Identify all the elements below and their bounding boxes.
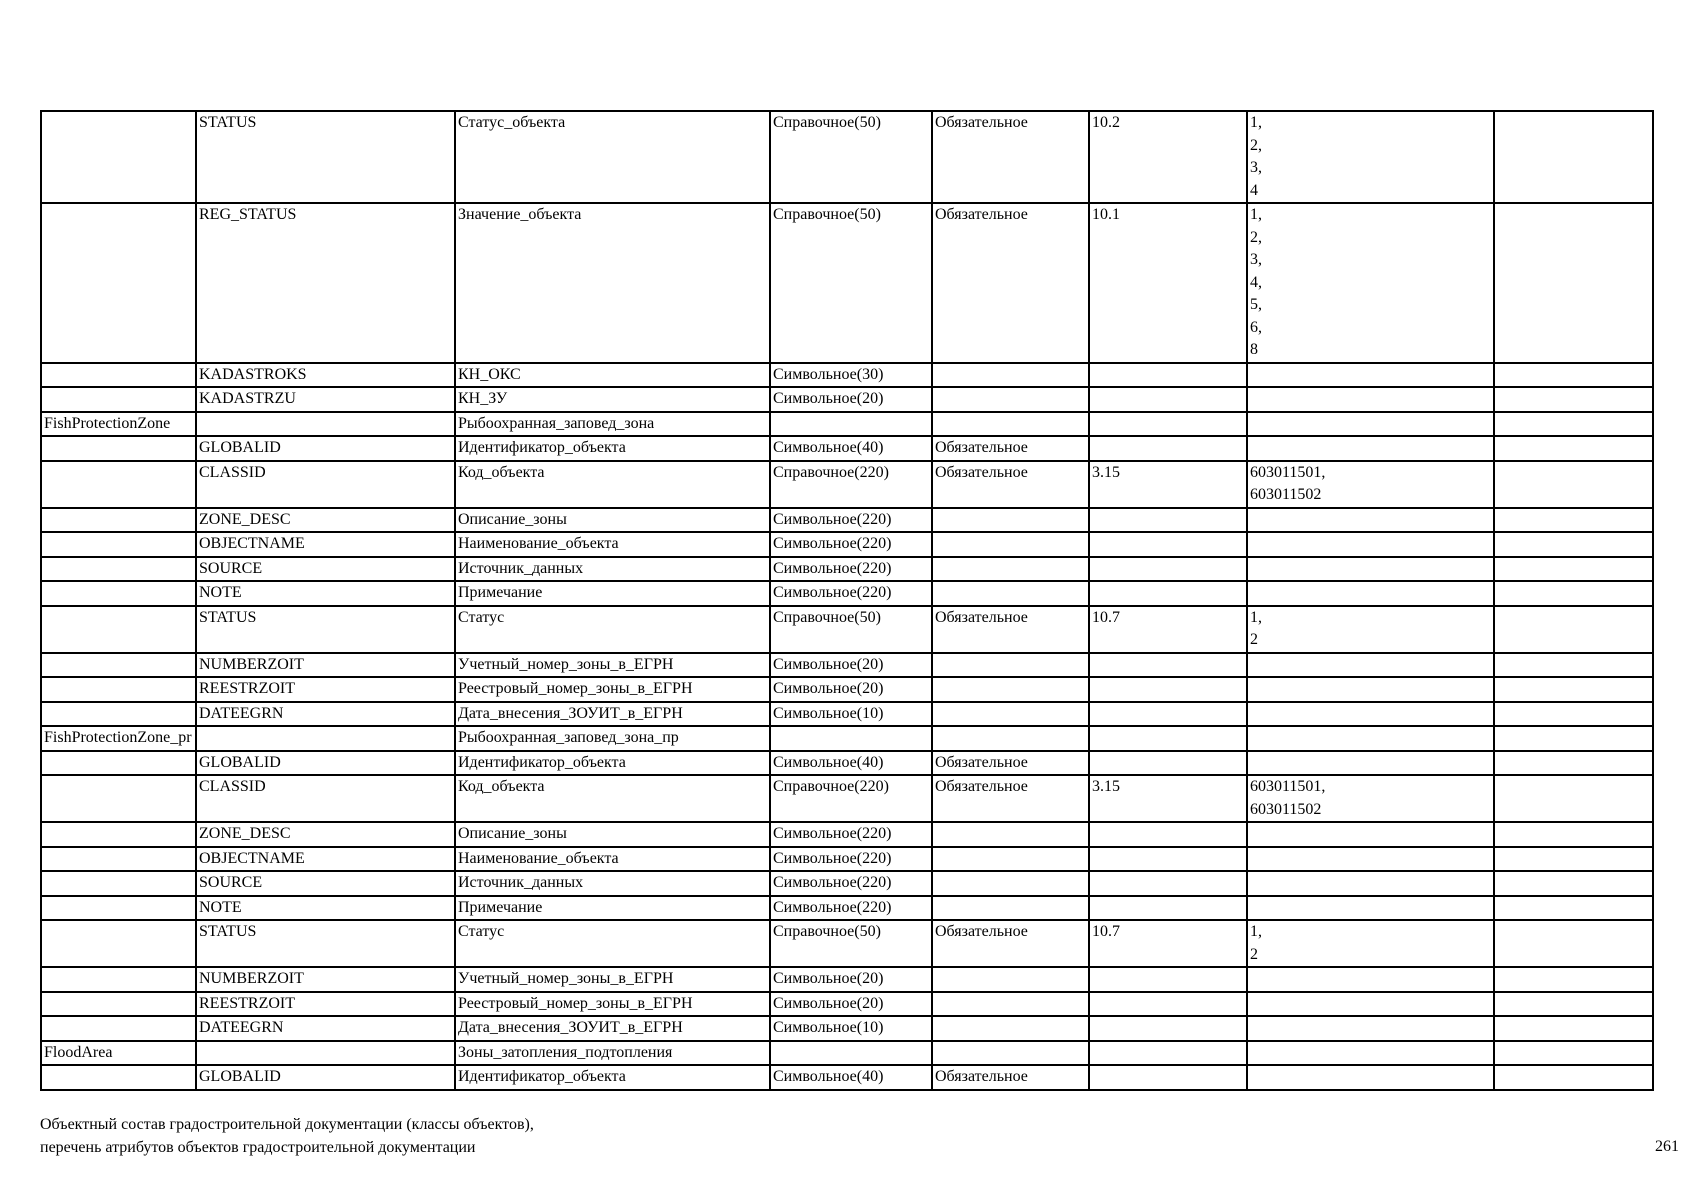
cell-class [41,111,196,203]
cell-attribute: OBJECTNAME [196,532,455,557]
cell-requirement [932,1016,1089,1041]
cell-alias: Наименование_объекта [455,847,770,872]
cell-values [1247,653,1494,678]
cell-type: Справочное(220) [770,461,932,508]
cell-values [1247,702,1494,727]
cell-ref [1089,387,1247,412]
table-row [41,896,1653,921]
cell-values: 603011501, 603011502 [1247,775,1494,822]
cell-values [1247,557,1494,582]
cell-values [1247,508,1494,533]
table-row [41,1041,1653,1066]
cell-class [41,203,196,363]
cell-type: Справочное(50) [770,606,932,653]
cell-type: Справочное(50) [770,203,932,363]
cell-values [1247,581,1494,606]
cell-values [1247,1041,1494,1066]
cell-type: Символьное(20) [770,967,932,992]
cell-ref [1089,847,1247,872]
cell-attribute: NUMBERZOIT [196,967,455,992]
cell-alias: КН_ОКС [455,363,770,388]
cell-requirement [932,532,1089,557]
cell-type: Символьное(30) [770,363,932,388]
table-row [41,412,1653,437]
cell-class [41,677,196,702]
cell-type [770,412,932,437]
cell-type [770,726,932,751]
cell-alias: Значение_объекта [455,203,770,363]
cell-alias: Источник_данных [455,557,770,582]
cell-values [1247,363,1494,388]
cell-attribute: SOURCE [196,557,455,582]
cell-class [41,436,196,461]
cell-requirement [932,412,1089,437]
cell-type: Символьное(40) [770,751,932,776]
cell-ref [1089,653,1247,678]
table-row [41,363,1653,388]
cell-attribute: CLASSID [196,775,455,822]
cell-ref [1089,1016,1247,1041]
cell-values [1247,677,1494,702]
cell-note [1494,992,1653,1017]
cell-ref [1089,557,1247,582]
cell-alias: Описание_зоны [455,822,770,847]
cell-requirement [932,557,1089,582]
cell-note [1494,822,1653,847]
table-row [41,606,1653,653]
cell-class [41,653,196,678]
cell-attribute [196,412,455,437]
cell-attribute: SOURCE [196,871,455,896]
cell-values [1247,387,1494,412]
cell-requirement [932,677,1089,702]
cell-requirement [932,847,1089,872]
cell-attribute: GLOBALID [196,436,455,461]
cell-type: Символьное(20) [770,653,932,678]
cell-attribute: NOTE [196,896,455,921]
cell-values: 1, 2, 3, 4, 5, 6, 8 [1247,203,1494,363]
cell-type: Символьное(10) [770,702,932,727]
table-row [41,461,1653,508]
table-row [41,653,1653,678]
cell-class [41,581,196,606]
cell-ref: 10.2 [1089,111,1247,203]
cell-note [1494,871,1653,896]
cell-ref: 10.7 [1089,920,1247,967]
cell-values: 1, 2 [1247,606,1494,653]
cell-note [1494,677,1653,702]
cell-ref: 3.15 [1089,775,1247,822]
cell-requirement: Обязательное [932,111,1089,203]
cell-ref [1089,751,1247,776]
attributes-table [40,110,1654,1091]
cell-ref [1089,363,1247,388]
cell-attribute: REG_STATUS [196,203,455,363]
cell-ref [1089,1041,1247,1066]
cell-requirement [932,508,1089,533]
table-row [41,822,1653,847]
cell-ref [1089,436,1247,461]
cell-class [41,508,196,533]
cell-type: Символьное(220) [770,581,932,606]
cell-requirement [932,363,1089,388]
cell-requirement [932,871,1089,896]
cell-class [41,557,196,582]
cell-type: Справочное(50) [770,111,932,203]
cell-class [41,992,196,1017]
cell-class [41,606,196,653]
cell-values [1247,822,1494,847]
cell-note [1494,751,1653,776]
cell-alias: Код_объекта [455,461,770,508]
cell-attribute: CLASSID [196,461,455,508]
cell-requirement [932,726,1089,751]
cell-values [1247,532,1494,557]
table-row [41,1016,1653,1041]
table-row [41,111,1653,203]
cell-attribute: KADASTROKS [196,363,455,388]
cell-note [1494,532,1653,557]
cell-type: Символьное(20) [770,677,932,702]
cell-type: Символьное(20) [770,992,932,1017]
cell-requirement: Обязательное [932,775,1089,822]
table-row [41,677,1653,702]
cell-alias: Идентификатор_объекта [455,751,770,776]
cell-values [1247,726,1494,751]
cell-values: 1, 2 [1247,920,1494,967]
table-row [41,847,1653,872]
cell-attribute: KADASTRZU [196,387,455,412]
cell-alias: Описание_зоны [455,508,770,533]
cell-note [1494,412,1653,437]
cell-note [1494,896,1653,921]
cell-attribute [196,726,455,751]
cell-alias: КН_ЗУ [455,387,770,412]
cell-type: Символьное(40) [770,436,932,461]
cell-alias: Дата_внесения_ЗОУИТ_в_ЕГРН [455,1016,770,1041]
cell-ref [1089,508,1247,533]
cell-alias: Идентификатор_объекта [455,436,770,461]
cell-attribute: GLOBALID [196,1065,455,1090]
cell-values [1247,1016,1494,1041]
cell-note [1494,1065,1653,1090]
cell-class: FloodArea [41,1041,196,1066]
cell-class [41,461,196,508]
cell-alias: Зоны_затопления_подтопления [455,1041,770,1066]
cell-alias: Статус [455,606,770,653]
cell-note [1494,726,1653,751]
table-row [41,775,1653,822]
cell-note [1494,606,1653,653]
table-row [41,557,1653,582]
cell-alias: Примечание [455,896,770,921]
cell-class: FishProtectionZone_pr [41,726,196,751]
table-row [41,508,1653,533]
cell-requirement [932,967,1089,992]
cell-values: 1, 2, 3, 4 [1247,111,1494,203]
cell-note [1494,387,1653,412]
cell-class [41,363,196,388]
cell-ref [1089,967,1247,992]
cell-alias: Учетный_номер_зоны_в_ЕГРН [455,653,770,678]
cell-attribute: DATEEGRN [196,1016,455,1041]
cell-alias: Реестровый_номер_зоны_в_ЕГРН [455,992,770,1017]
cell-type: Символьное(220) [770,896,932,921]
table-row [41,751,1653,776]
cell-ref [1089,1065,1247,1090]
cell-values [1247,896,1494,921]
cell-alias: Рыбоохранная_заповед_зона_пр [455,726,770,751]
cell-type: Символьное(220) [770,822,932,847]
cell-attribute: REESTRZOIT [196,677,455,702]
cell-class [41,1016,196,1041]
cell-alias: Рыбоохранная_заповед_зона [455,412,770,437]
cell-type: Символьное(220) [770,508,932,533]
cell-class [41,967,196,992]
cell-values [1247,412,1494,437]
table-body [41,111,1653,1090]
cell-requirement [932,653,1089,678]
cell-type: Символьное(220) [770,847,932,872]
page-number: 261 [1655,1138,1679,1155]
cell-note [1494,920,1653,967]
cell-note [1494,581,1653,606]
cell-type: Символьное(220) [770,532,932,557]
table-row [41,203,1653,363]
cell-attribute: OBJECTNAME [196,847,455,872]
cell-ref [1089,702,1247,727]
footer-caption [40,1113,534,1159]
cell-class [41,871,196,896]
cell-note [1494,702,1653,727]
cell-class [41,532,196,557]
cell-alias: Идентификатор_объекта [455,1065,770,1090]
cell-alias: Статус_объекта [455,111,770,203]
cell-requirement [932,702,1089,727]
cell-note [1494,775,1653,822]
cell-values [1247,751,1494,776]
cell-class [41,751,196,776]
table-row [41,1065,1653,1090]
cell-attribute [196,1041,455,1066]
cell-note [1494,1016,1653,1041]
cell-note [1494,111,1653,203]
cell-requirement [932,387,1089,412]
table-row [41,702,1653,727]
cell-alias: Реестровый_номер_зоны_в_ЕГРН [455,677,770,702]
cell-type: Символьное(220) [770,871,932,896]
cell-class [41,1065,196,1090]
cell-note [1494,461,1653,508]
cell-ref [1089,677,1247,702]
cell-note [1494,508,1653,533]
cell-class [41,387,196,412]
cell-attribute: GLOBALID [196,751,455,776]
cell-requirement: Обязательное [932,436,1089,461]
cell-note [1494,847,1653,872]
cell-type [770,1041,932,1066]
cell-type: Символьное(220) [770,557,932,582]
cell-note [1494,436,1653,461]
cell-ref: 10.1 [1089,203,1247,363]
table-row [41,726,1653,751]
cell-ref [1089,412,1247,437]
cell-attribute: ZONE_DESC [196,508,455,533]
cell-ref [1089,992,1247,1017]
cell-alias: Код_объекта [455,775,770,822]
cell-class [41,702,196,727]
cell-type: Справочное(220) [770,775,932,822]
cell-note [1494,653,1653,678]
table-row [41,920,1653,967]
cell-attribute: NOTE [196,581,455,606]
cell-type: Символьное(20) [770,387,932,412]
cell-ref: 3.15 [1089,461,1247,508]
cell-requirement: Обязательное [932,461,1089,508]
cell-class [41,847,196,872]
cell-ref: 10.7 [1089,606,1247,653]
cell-requirement [932,992,1089,1017]
cell-alias: Статус [455,920,770,967]
cell-note [1494,203,1653,363]
table-row [41,436,1653,461]
cell-attribute: NUMBERZOIT [196,653,455,678]
cell-class [41,896,196,921]
cell-requirement: Обязательное [932,751,1089,776]
table-row [41,532,1653,557]
cell-class: FishProtectionZone [41,412,196,437]
cell-ref [1089,726,1247,751]
cell-alias: Источник_данных [455,871,770,896]
table-row [41,992,1653,1017]
table-row [41,581,1653,606]
cell-requirement [932,1041,1089,1066]
table-row [41,387,1653,412]
cell-values [1247,847,1494,872]
cell-attribute: ZONE_DESC [196,822,455,847]
cell-ref [1089,871,1247,896]
footer-caption-line-2: перечень атрибутов объектов градостроительной документации [40,1139,476,1156]
cell-values [1247,436,1494,461]
cell-ref [1089,896,1247,921]
cell-class [41,920,196,967]
cell-alias: Примечание [455,581,770,606]
cell-note [1494,1041,1653,1066]
table-row [41,967,1653,992]
cell-alias: Дата_внесения_ЗОУИТ_в_ЕГРН [455,702,770,727]
cell-type: Справочное(50) [770,920,932,967]
cell-type: Символьное(40) [770,1065,932,1090]
cell-values: 603011501, 603011502 [1247,461,1494,508]
table-row [41,871,1653,896]
cell-attribute: STATUS [196,606,455,653]
cell-values [1247,967,1494,992]
cell-attribute: STATUS [196,111,455,203]
cell-requirement: Обязательное [932,606,1089,653]
cell-note [1494,967,1653,992]
cell-requirement [932,822,1089,847]
cell-attribute: DATEEGRN [196,702,455,727]
cell-note [1494,557,1653,582]
cell-requirement [932,896,1089,921]
cell-class [41,822,196,847]
cell-requirement: Обязательное [932,920,1089,967]
cell-type: Символьное(10) [770,1016,932,1041]
cell-requirement: Обязательное [932,203,1089,363]
cell-requirement [932,581,1089,606]
cell-class [41,775,196,822]
cell-ref [1089,532,1247,557]
cell-note [1494,363,1653,388]
cell-values [1247,992,1494,1017]
cell-requirement: Обязательное [932,1065,1089,1090]
cell-ref [1089,581,1247,606]
cell-values [1247,1065,1494,1090]
cell-values [1247,871,1494,896]
cell-attribute: REESTRZOIT [196,992,455,1017]
cell-attribute: STATUS [196,920,455,967]
footer-caption-line-1: Объектный состав градостроительной документации (классы объектов), [40,1116,534,1133]
cell-alias: Наименование_объекта [455,532,770,557]
cell-ref [1089,822,1247,847]
cell-alias: Учетный_номер_зоны_в_ЕГРН [455,967,770,992]
